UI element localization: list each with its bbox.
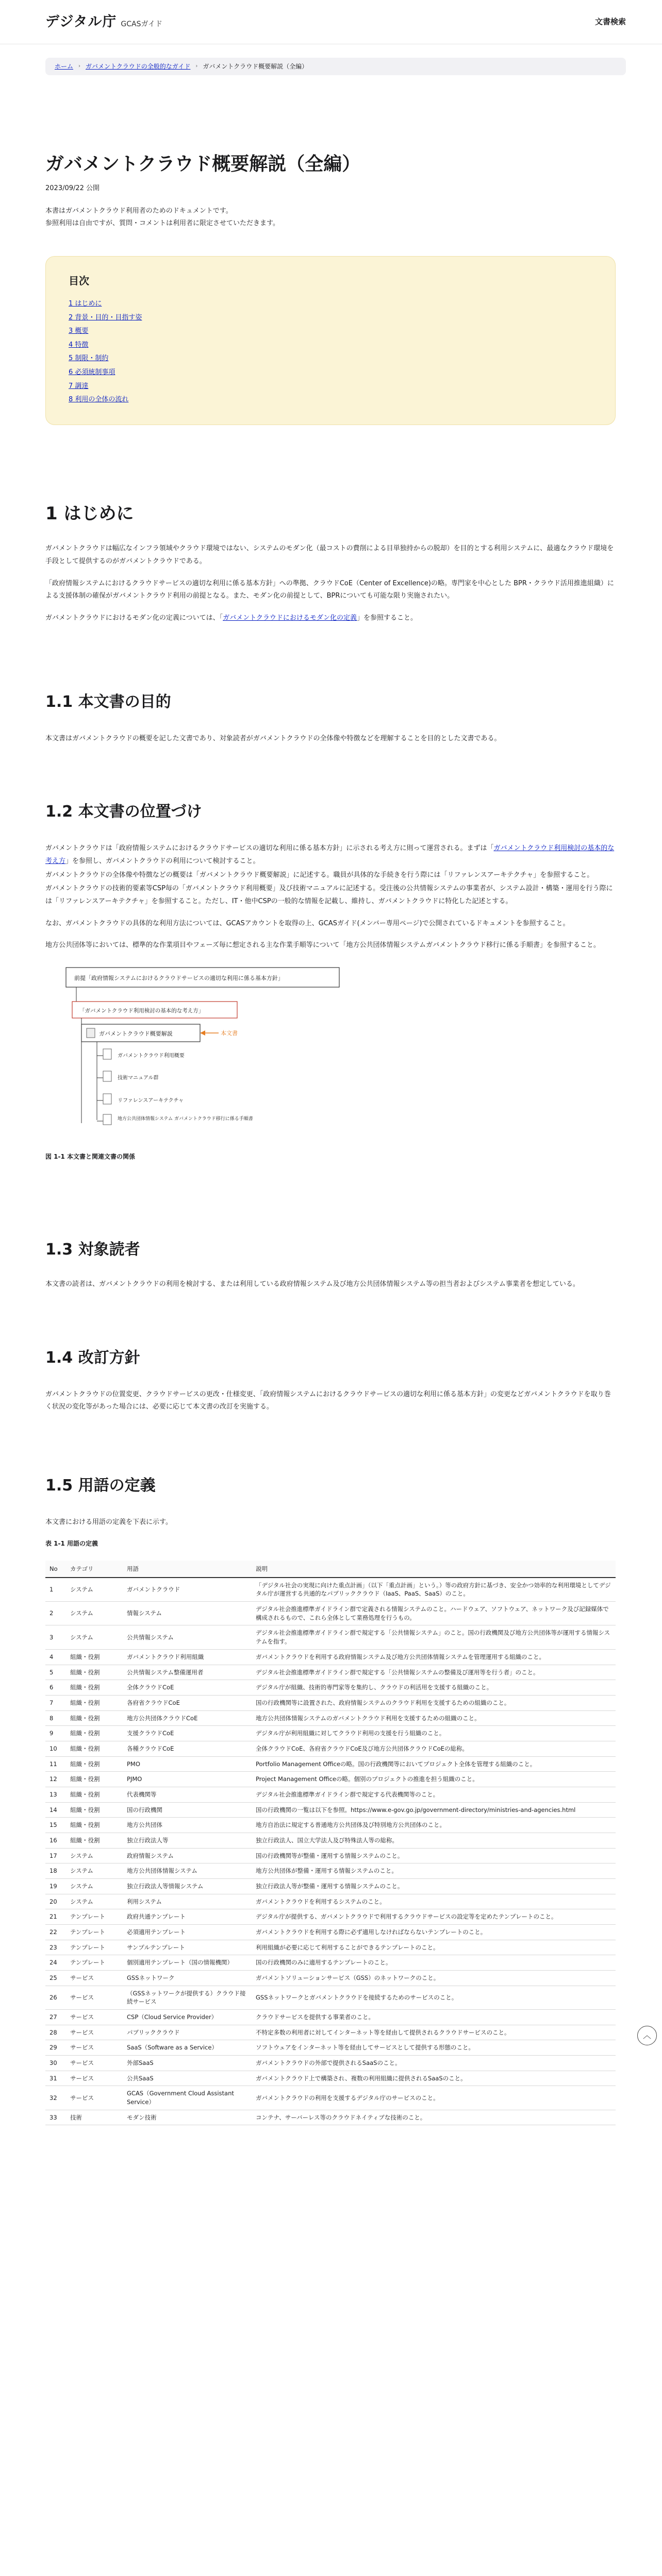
row-term: 各種クラウドCoE <box>123 1741 252 1756</box>
row-description: デジタル庁が組織、技術的専門家等を集約し、クラウドの利活用を支援する組織のこと。 <box>252 1680 616 1696</box>
row-category: 組織・役割 <box>66 1818 123 1833</box>
table-row <box>45 1680 616 1696</box>
row-term: 地方公共団体 <box>123 1818 252 1833</box>
row-description: ガバメントクラウドの外部で提供されるSaaSのこと。 <box>252 2055 616 2071</box>
row-term: 必須適用テンプレート <box>123 1924 252 1940</box>
row-number: 1 <box>45 1578 66 1602</box>
row-number: 31 <box>45 2071 66 2086</box>
diagram-label-a: ガバメントクラウド利用概要 <box>118 1053 185 1059</box>
row-category: 組織・役割 <box>66 1726 123 1741</box>
table-row <box>45 1955 616 1971</box>
row-category: 技術 <box>66 2110 123 2125</box>
row-category: システム <box>66 1602 123 1625</box>
row-number: 17 <box>45 1848 66 1863</box>
published-date: 2023/09/22 公開 <box>45 184 100 192</box>
row-number: 32 <box>45 2086 66 2110</box>
diagram-label-d: 地方公共団体情報システム ガバメントクラウド移行に係る手順書 <box>118 1116 253 1122</box>
breadcrumb <box>45 58 626 75</box>
row-number: 20 <box>45 1894 66 1909</box>
modernization-definition-link[interactable]: ガバメントクラウドにおけるモダン化の定義 <box>223 614 357 622</box>
row-term: GSSネットワーク <box>123 1970 252 1986</box>
paragraph: 本文書における用語の定義を下表に示す。 <box>45 1518 172 1526</box>
row-number: 12 <box>45 1772 66 1787</box>
row-description: クラウドサービスを提供する事業者のこと。 <box>252 2009 616 2025</box>
document-search-link[interactable]: 文書検索 <box>594 17 626 27</box>
toc-item[interactable]: 2 背景・目的・目指す姿 <box>69 313 142 321</box>
row-description: ガバメントソリューションサービス（GSS）のネットワークのこと。 <box>252 1970 616 1986</box>
paragraph: なお、ガバメントクラウドの具体的な利用方法については、GCASアカウントを取得の上、GCASガイド(メンバー専用ページ)で公開されているドキュメントを参照すること。 <box>45 919 570 927</box>
chevron-right-icon: › <box>78 63 81 70</box>
row-category: 組織・役割 <box>66 1756 123 1772</box>
text-span: ガバメントクラウドにおけるモダン化の定義については、「 <box>45 614 223 622</box>
table-row <box>45 2071 616 2086</box>
paragraph: 本文書はガバメントクラウドの概要を記した文書であり、対象読者がガバメントクラウドの全体像や特徴などを理解することを目的とした文書である。 <box>45 734 501 742</box>
row-term: 政府情報システム <box>123 1848 252 1863</box>
paragraph: 「政府情報システムにおけるクラウドサービスの適切な利用に係る基本方針」への準拠、クラウドCoE（Center of Excellence)の略。専門家を中心とした BPR・クラウド活用推進組織）による支援体制の確保がガバメントクラウド利用の前提となる。また、モダン化の前提として、BPRについても可能な限り実施されたい。 <box>45 579 614 600</box>
table-row <box>45 2086 616 2110</box>
row-category: 組織・役割 <box>66 1710 123 1726</box>
row-description: 国の行政機関の一覧は以下を参照。https://www.e-gov.go.jp/government-directory/ministries-and-agencies.html <box>252 1802 616 1818</box>
row-category: サービス <box>66 2086 123 2110</box>
row-description: デジタル社会推進標準ガイドライン群で規定する「公共情報システムの整備及び運用等を行う者」のこと。 <box>252 1665 616 1680</box>
basic-policy-link[interactable]: ガバメントクラウド利用検討の基本的な考え方 <box>45 844 615 866</box>
row-description: デジタル社会推進標準ガイドライン群で定義される情報システムのこと。ハードウェア、ソフトウェア、ネットワーク及び記録媒体で構成されるもので、これら全体として業務処理を行うもの。 <box>252 1602 616 1625</box>
row-description: ソフトウェアをインターネット等を経由してサービスとして提供する形態のこと。 <box>252 2040 616 2056</box>
table-row <box>45 1787 616 1802</box>
diagram-label-c: リファレンスアーキテクチャ <box>118 1098 184 1104</box>
row-term: サンプルテンプレート <box>123 1940 252 1955</box>
breadcrumb-home[interactable]: ホーム <box>55 62 74 70</box>
row-term: 支援クラウドCoE <box>123 1726 252 1741</box>
row-description: GSSネットワークとガバメントクラウドを接続するためのサービスのこと。 <box>252 1986 616 2009</box>
row-category: テンプレート <box>66 1955 123 1971</box>
table-row <box>45 1726 616 1741</box>
section-heading: 1 はじめに <box>45 503 134 524</box>
row-number: 19 <box>45 1878 66 1894</box>
column-header: 説明 <box>252 1561 616 1578</box>
row-number: 30 <box>45 2055 66 2071</box>
table-row <box>45 1924 616 1940</box>
document-icon <box>103 1094 111 1104</box>
table-row <box>45 1602 616 1625</box>
row-description: デジタル庁が利用組織に対してクラウド利用の支援を行う組織のこと。 <box>252 1726 616 1741</box>
row-category: システム <box>66 1894 123 1909</box>
toc-item[interactable]: 5 制限・制約 <box>69 354 109 363</box>
table-row <box>45 1909 616 1925</box>
table-row <box>45 1833 616 1848</box>
row-term: PMO <box>123 1756 252 1772</box>
row-term: パブリッククラウド <box>123 2025 252 2040</box>
row-number: 4 <box>45 1649 66 1665</box>
row-category: システム <box>66 1878 123 1894</box>
table-row <box>45 1772 616 1787</box>
row-number: 11 <box>45 1756 66 1772</box>
row-category: サービス <box>66 1986 123 2009</box>
paragraph: 地方公共団体等においては、標準的な作業項目やフェーズ毎に想定される主な作業手順等について「地方公共団体情報システムガバメントクラウド移行に係る手順書」を参照すること。 <box>45 941 600 950</box>
table-row <box>45 2110 616 2125</box>
document-icon <box>103 1071 111 1081</box>
row-number: 3 <box>45 1625 66 1649</box>
row-number: 6 <box>45 1680 66 1696</box>
row-description: 地方公共団体が整備・運用する情報システムのこと。 <box>252 1863 616 1879</box>
row-category: テンプレート <box>66 1940 123 1955</box>
row-category: 組織・役割 <box>66 1741 123 1756</box>
row-category: サービス <box>66 2009 123 2025</box>
row-term: 公共情報システム <box>123 1625 252 1649</box>
row-description: ガバメントクラウドを利用するシステムのこと。 <box>252 1894 616 1909</box>
row-description: 「デジタル社会の実現に向けた重点計画」（以下「重点計画」という。）等の政府方針に基づき、安全かつ効率的な利用環境としてデジタル庁が運営する共通的なパブリッククラウド（IaaS、PaaS、SaaS）のこと。 <box>252 1578 616 1602</box>
table-row <box>45 1970 616 1986</box>
logo-main-text: デジタル庁 <box>45 13 117 30</box>
row-number: 8 <box>45 1710 66 1726</box>
chevron-up-icon: ︿ <box>642 2030 651 2040</box>
text-span: ガバメントクラウドは「政府情報システムにおけるクラウドサービスの適切な利用に係る基本方針」に示される考え方に則って運営される。まずは「 <box>45 844 494 853</box>
row-description: Portfolio Management Officeの略。国の行政機関等においてプロジェクト全体を管理する組織のこと。 <box>252 1756 616 1772</box>
section-heading: 1.1 本文書の目的 <box>45 692 171 711</box>
breadcrumb-current: ガバメントクラウド概要解説（全編） <box>203 62 308 70</box>
paragraph <box>45 612 616 625</box>
table-row <box>45 1986 616 2009</box>
arrow-left-icon <box>200 1030 205 1036</box>
row-term: 個別適用テンプレート（国の情報機関） <box>123 1955 252 1971</box>
row-description: Project Management Officeの略。個別のプロジェクトの推進を担う組織のこと。 <box>252 1772 616 1787</box>
glossary-body <box>45 1578 616 2125</box>
intro-line-2: 参照利用は自由ですが、質問・コメントは利用者に限定させていただきます。 <box>45 219 279 228</box>
diagram-label-this: 本文書 <box>221 1030 238 1037</box>
row-description: 不特定多数の利用者に対してインターネット等を経由して提供されるクラウドサービスのこと。 <box>252 2025 616 2040</box>
row-description: 地方自治法に規定する普通地方公共団体及び特別地方公共団体のこと。 <box>252 1818 616 1833</box>
row-category: サービス <box>66 2071 123 2086</box>
row-term: 地方公共団体情報システム <box>123 1863 252 1879</box>
table-row <box>45 2040 616 2056</box>
row-description: 独立行政法人、国立大学法人及び特殊法人等の総称。 <box>252 1833 616 1848</box>
column-header: カテゴリ <box>66 1561 123 1578</box>
row-number: 23 <box>45 1940 66 1955</box>
row-term: 各府省クラウドCoE <box>123 1695 252 1710</box>
paragraph: ガバメントクラウドの全体像や特徴などの概要は「ガバメントクラウド概要解説」に記述する。職員が具体的な手続きを行う際には「リファレンスアーキテクチャ」を参照すること。 <box>45 871 594 879</box>
table-of-contents <box>45 256 616 425</box>
row-number: 24 <box>45 1955 66 1971</box>
site-header <box>0 0 662 44</box>
document-icon <box>103 1049 111 1059</box>
toc-item[interactable]: 3 概要 <box>69 327 89 335</box>
row-term: 情報システム <box>123 1602 252 1625</box>
table-header-row <box>45 1561 616 1578</box>
page-title: ガバメントクラウド概要解説（全編） <box>45 154 361 175</box>
row-term: モダン技術 <box>123 2110 252 2125</box>
row-term: 地方公共団体クラウドCoE <box>123 1710 252 1726</box>
row-category: システム <box>66 1848 123 1863</box>
row-term: CSP（Cloud Service Provider） <box>123 2009 252 2025</box>
toc-item[interactable]: 4 特徴 <box>69 341 89 349</box>
row-category: サービス <box>66 2025 123 2040</box>
table-row <box>45 1649 616 1665</box>
section-heading: 1.5 用語の定義 <box>45 1476 156 1495</box>
row-term: 全体クラウドCoE <box>123 1680 252 1696</box>
row-category: サービス <box>66 2040 123 2056</box>
row-term: 独立行政法人等 <box>123 1833 252 1848</box>
table-row <box>45 1625 616 1649</box>
table-row <box>45 1940 616 1955</box>
row-description: 利用組織が必要に応じて利用することができるテンプレートのこと。 <box>252 1940 616 1955</box>
row-number: 14 <box>45 1802 66 1818</box>
diagram-label-top: 前提「政府情報システムにおけるクラウドサービスの適切な利用に係る基本方針」 <box>74 975 284 982</box>
toc-item[interactable]: 8 利用の全体の流れ <box>69 396 129 404</box>
document-relationship-diagram <box>45 965 365 1136</box>
column-header: No <box>45 1561 66 1578</box>
row-category: システム <box>66 1578 123 1602</box>
row-description: デジタル社会推進標準ガイドライン群で規定する「公共情報システム」のこと。国の行政機関及び地方公共団体等が運用する情報システムを指す。 <box>252 1625 616 1649</box>
row-category: 組織・役割 <box>66 1695 123 1710</box>
row-description: 全体クラウドCoE、各府省クラウドCoE及び地方公共団体クラウドCoEの総称。 <box>252 1741 616 1756</box>
row-term: GCAS（Government Cloud Assistant Service） <box>123 2086 252 2110</box>
row-description: 国の行政機関等に設置された、政府情報システムのクラウド利用を支援するための組織のこと。 <box>252 1695 616 1710</box>
row-category: サービス <box>66 1970 123 1986</box>
row-category: 組織・役割 <box>66 1833 123 1848</box>
row-number: 22 <box>45 1924 66 1940</box>
diagram-label-main: ガバメントクラウド概要解説 <box>99 1030 173 1038</box>
section-heading: 1.2 本文書の位置づけ <box>45 803 202 821</box>
section-heading: 1.4 改訂方針 <box>45 1348 140 1367</box>
diagram-label-second: 「ガバメントクラウド利用検討の基本的な考え方」 <box>79 1008 204 1014</box>
logo-sub-text: GCASガイド <box>121 20 163 28</box>
table-row <box>45 2009 616 2025</box>
table-row <box>45 1848 616 1863</box>
main-content <box>0 152 662 2125</box>
row-category: システム <box>66 1863 123 1879</box>
table-row <box>45 1756 616 1772</box>
paragraph: ガバメントクラウドの位置変更、クラウドサービスの更改・仕様変更、「政府情報システムにおけるクラウドサービスの適切な利用に係る基本方針」の変更などガバメントクラウドを取り巻く状況の変化等があった場合には、必要に応じて本文書の改訂を実施する。 <box>45 1390 611 1411</box>
table-row <box>45 1695 616 1710</box>
row-term: 公共SaaS <box>123 2071 252 2086</box>
row-description: デジタル社会推進標準ガイドライン群で規定する代表機関等のこと。 <box>252 1787 616 1802</box>
row-description: ガバメントクラウド上で構築され、複数の利用組織に提供されるSaaSのこと。 <box>252 2071 616 2086</box>
section-heading: 1.3 対象読者 <box>45 1240 140 1259</box>
row-term: 代表機関等 <box>123 1787 252 1802</box>
row-description: ガバメントクラウドを利用する政府情報システム及び地方公共団体情報システムを管理運用する組織のこと。 <box>252 1649 616 1665</box>
row-category: 組織・役割 <box>66 1802 123 1818</box>
row-term: ガバメントクラウド <box>123 1578 252 1602</box>
row-number: 26 <box>45 1986 66 2009</box>
row-term: 独立行政法人等情報システム <box>123 1878 252 1894</box>
breadcrumb-guide[interactable]: ガバメントクラウドの全般的なガイド <box>86 62 191 70</box>
table-row <box>45 2055 616 2071</box>
row-term: 利用システム <box>123 1894 252 1909</box>
row-number: 9 <box>45 1726 66 1741</box>
row-category: 組織・役割 <box>66 1649 123 1665</box>
row-number: 27 <box>45 2009 66 2025</box>
figure-caption: 図 1-1 本文書と関連文書の関係 <box>45 1153 136 1160</box>
table-row <box>45 1665 616 1680</box>
toc-title: 目次 <box>69 274 89 287</box>
paragraph <box>45 842 616 868</box>
row-description: 国の行政機関等が整備・運用する情報システムのこと。 <box>252 1848 616 1863</box>
glossary-table <box>45 1561 616 2126</box>
row-number: 13 <box>45 1787 66 1802</box>
intro-text <box>45 205 616 230</box>
row-number: 21 <box>45 1909 66 1925</box>
row-category: 組織・役割 <box>66 1680 123 1696</box>
row-term: 公共情報システム整備運用者 <box>123 1665 252 1680</box>
row-number: 28 <box>45 2025 66 2040</box>
row-number: 25 <box>45 1970 66 1986</box>
diagram-label-b: 技術マニュアル群 <box>118 1075 159 1081</box>
table-row <box>45 1894 616 1909</box>
column-header: 用語 <box>123 1561 252 1578</box>
row-description: デジタル庁が提供する、ガバメントクラウドで利用するクラウドサービスの設定等を定めたテンプレートのこと。 <box>252 1909 616 1925</box>
row-description: ガバメントクラウドの利用を支援するデジタル庁のサービスのこと。 <box>252 2086 616 2110</box>
table-row <box>45 1802 616 1818</box>
site-logo[interactable] <box>45 10 162 34</box>
paragraph: ガバメントクラウドの技術的要素等CSP毎の「ガバメントクラウド利用概要」及び技術マニュアルに記述する。受注後の公共情報システムの事業者が、システム設計・構築・運用を行う際には「リファレンスアーキテクチャ」を参照すること。ただし、IT・他中CSPの一般的な情報を記載し、維持し、ガバメントクラウドに特化した記述とする。 <box>45 885 613 906</box>
row-category: 組織・役割 <box>66 1772 123 1787</box>
row-number: 29 <box>45 2040 66 2056</box>
table-row <box>45 1578 616 1602</box>
toc-item[interactable]: 1 はじめに <box>69 299 102 308</box>
paragraph: 本文書の読者は、ガバメントクラウドの利用を検討する、または利用している政府情報システム及び地方公共団体情報システム等の担当者およびシステム事業者を想定している。 <box>45 1280 580 1288</box>
row-term: ガバメントクラウド利用組織 <box>123 1649 252 1665</box>
row-number: 7 <box>45 1695 66 1710</box>
row-number: 2 <box>45 1602 66 1625</box>
row-category: サービス <box>66 2055 123 2071</box>
row-number: 33 <box>45 2110 66 2125</box>
row-term: SaaS（Software as a Service） <box>123 2040 252 2056</box>
row-number: 5 <box>45 1665 66 1680</box>
row-description: コンテナ、サーバーレス等のクラウドネイティブな技術のこと。 <box>252 2110 616 2125</box>
row-term: 政府共通テンプレート <box>123 1909 252 1925</box>
row-number: 10 <box>45 1741 66 1756</box>
row-description: 地方公共団体情報システムのガバメントクラウド利用を支援するための組織のこと。 <box>252 1710 616 1726</box>
row-term: PJMO <box>123 1772 252 1787</box>
row-term: 外部SaaS <box>123 2055 252 2071</box>
table-row <box>45 1818 616 1833</box>
table-caption: 表 1-1 用語の定義 <box>45 1539 98 1547</box>
intro-line-1: 本書はガバメントクラウド利用者のためのドキュメントです。 <box>45 207 233 215</box>
row-description: ガバメントクラウドを利用する際に必ず適用しなければならないテンプレートのこと。 <box>252 1924 616 1940</box>
row-number: 15 <box>45 1818 66 1833</box>
table-row <box>45 1710 616 1726</box>
text-span: 」を参照すること。 <box>357 614 418 622</box>
row-description: 独立行政法人等が整備・運用する情報システムのこと。 <box>252 1878 616 1894</box>
row-category: テンプレート <box>66 1909 123 1925</box>
paragraph: ガバメントクラウドは幅広なインフラ領域やクラウド環境ではない、システムのモダン化（最コストの費削による目単独持からの脱却）を目的とする利用システムに、最適なクラウド環境を手段として提供するのがガバメントクラウドである。 <box>45 545 614 565</box>
row-category: テンプレート <box>66 1924 123 1940</box>
row-category: 組織・役割 <box>66 1665 123 1680</box>
document-icon <box>87 1028 95 1038</box>
toc-item[interactable]: 7 調達 <box>69 382 89 390</box>
row-number: 16 <box>45 1833 66 1848</box>
row-description: 国の行政機関のみに適用するテンプレートのこと。 <box>252 1955 616 1971</box>
row-number: 18 <box>45 1863 66 1879</box>
row-term: （GSSネットワークが提供する）クラウド接続サービス <box>123 1986 252 2009</box>
table-row <box>45 1741 616 1756</box>
toc-item[interactable]: 6 必須統制事項 <box>69 368 115 377</box>
row-term: 国の行政機関 <box>123 1802 252 1818</box>
table-row <box>45 1878 616 1894</box>
document-icon <box>103 1114 111 1125</box>
table-row <box>45 2025 616 2040</box>
chevron-right-icon: › <box>195 63 198 70</box>
text-span: 」を参照し、ガバメントクラウドの利用について検討すること。 <box>65 857 260 866</box>
scroll-to-top-button[interactable] <box>637 2026 657 2045</box>
table-row <box>45 1863 616 1879</box>
row-category: 組織・役割 <box>66 1787 123 1802</box>
row-category: システム <box>66 1625 123 1649</box>
